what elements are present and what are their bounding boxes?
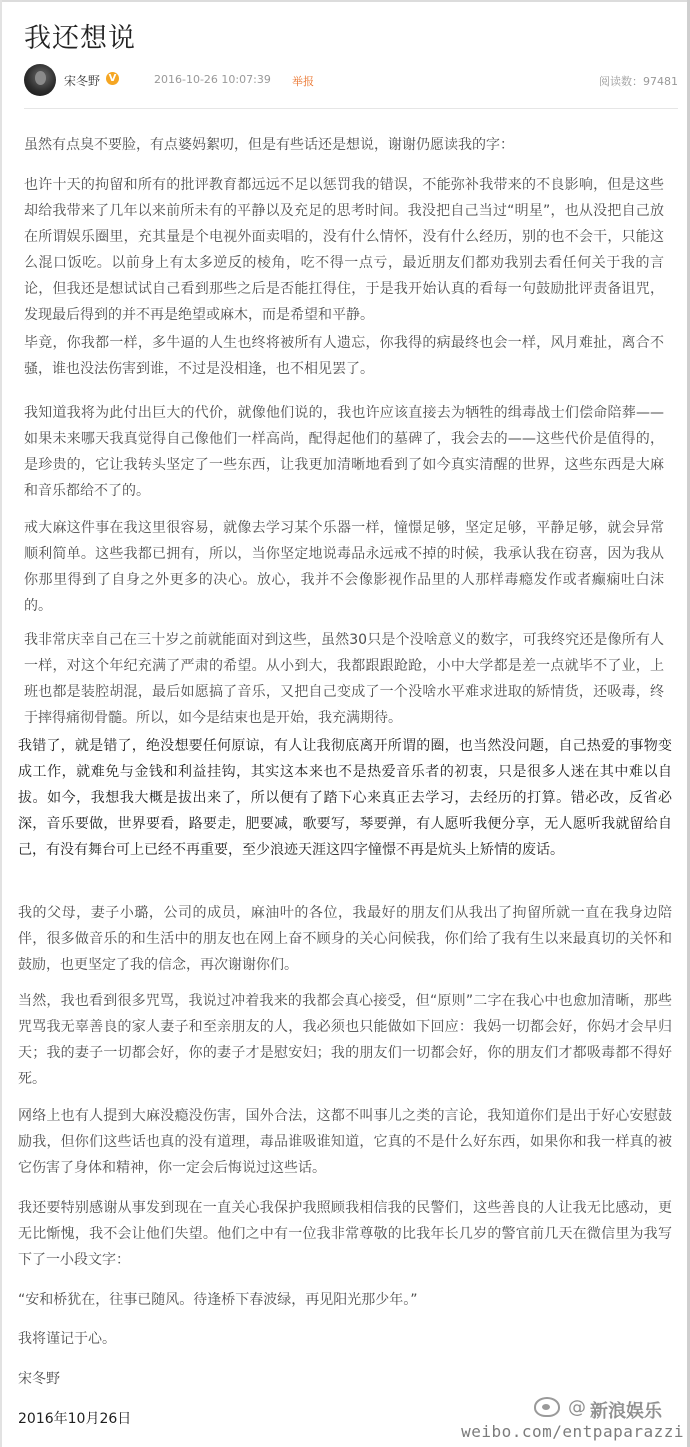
frame-top-border xyxy=(0,0,690,2)
verified-icon: V xyxy=(106,72,119,85)
paragraph-quit: 戒大麻这件事在我这里很容易，就像去学习某个乐器一样，憧憬足够，坚定足够，平静足够，就会异常顺利简单。这些我都已拥有，所以，当你坚定地说毒品永远戒不掉的时候，我承认我在窃喜，因为我从你那里得到了自身之外更多的决心。放心，我并不会像影视作品里的人那样毒瘾发作或者癫痫吐白沫的。 xyxy=(24,520,664,614)
frame-left-border xyxy=(0,0,2,1447)
avatar-face xyxy=(35,71,46,85)
weibo-logo-icon xyxy=(534,1397,560,1417)
paragraph-price: 我知道我将为此付出巨大的代价，就像他们说的，我也许应该直接去为牺牲的缉毒战士们偿命陪葬——如果未来哪天我真觉得自己像他们一样高尚，配得起他们的墓碑了，我会去的——这些代价是值得的，是珍贵的，它让我转头坚定了一些东西，让我更加清晰地看到了如今真实清醒的世界，这些东西是大麻和音乐都给不了的。 xyxy=(24,405,664,499)
watermark-name: 新浪娱乐 xyxy=(590,1401,662,1422)
paragraph-curses: 当然，我也看到很多咒骂，我说过冲着我来的我都会真心接受，但“原则”二字在我心中也愈加清晰，那些咒骂我无辜善良的家人妻子和至亲朋友的人，我必须也只能做如下回应：我妈一切都会好，你妈才会早归天；我的妻子一切都会好，你的妻子才是慰安妇；我的朋友们一切都会好，你的朋友们才都吸毒都不得好死。 xyxy=(18,993,672,1087)
post-header xyxy=(24,62,678,100)
paragraph-detention: 也许十天的拘留和所有的批评教育都远远不足以惩罚我的错误，不能弥补我带来的不良影响，但是这些却给我带来了几年以来前所未有的平静以及充足的思考时间。我没把自己当过“明星”，也从没把自己放在所谓娱乐圈里，充其量是个电视外面卖唱的，没有什么情怀，没有什么经历，别的也不会干，只能这么混口饭吃。以前身上有太多逆反的棱角，吃不得一点亏，最近朋友们都劝我别去看任何关于我的言论，但我还是想试试自己看到那些之后是否能扛得住，于是我开始认真的看每一句鼓励批评责备诅咒，发现最后得到的并不再是绝望或麻木，而是希望和平静。 xyxy=(24,177,664,323)
weibo-watermark xyxy=(534,1397,684,1422)
watermark-at: @ xyxy=(568,1397,586,1418)
watermark-url: weibo.com/entpaparazzi xyxy=(461,1422,684,1441)
paragraph-forgotten: 毕竟，你我都一样，多牛逼的人生也终将被所有人遗忘，你我得的病最终也会一样，风月难扯，离合不骚，谁也没法伤害到谁，不过是没相逢，也不相见罢了。 xyxy=(24,335,664,377)
paragraph-cannabis: 网络上也有人提到大麻没瘾没伤害，国外合法，这都不叫事儿之类的言论，我知道你们是出于好心安慰鼓励我，但你们这些话也真的没有道理，毒品谁吸谁知道，它真的不是什么好东西，如果你和我一样真的被它伤害了身体和精神，你一定会后悔说过这些话。 xyxy=(18,1108,672,1176)
paragraph-thanks-family: 我的父母，妻子小璐，公司的成员，麻油叶的各位，我最好的朋友们从我出了拘留所就一直在我身边陪伴，很多做音乐的和生活中的朋友也在网上奋不顾身的关心问候我，你们给了我有生以来最真切的关怀和鼓励，也更坚定了我的信念，再次谢谢你们。 xyxy=(18,905,672,973)
read-count: 阅读数：97481 xyxy=(599,75,678,88)
signature-date: 2016年10月26日 xyxy=(18,1411,132,1427)
post-datetime: 2016-10-26 10:07:39 xyxy=(154,73,271,86)
paragraph-intro: 虽然有点臭不要脸，有点婆妈絮叨，但是有些话还是想说，谢谢仍愿读我的字： xyxy=(24,137,514,153)
post-title: 我还想说 xyxy=(24,23,136,54)
paragraph-quote: “安和桥犹在，往事已随风。待逢桥下春波绿，再见阳光那少年。” xyxy=(18,1292,418,1308)
header-divider xyxy=(24,108,678,109)
paragraph-remember: 我将谨记于心。 xyxy=(18,1331,116,1347)
signature-name: 宋冬野 xyxy=(18,1371,60,1387)
author-name[interactable]: 宋冬野 xyxy=(64,74,101,88)
paragraph-police: 我还要特别感谢从事发到现在一直关心我保护我照顾我相信我的民警们，这些善良的人让我无比感动，更无比惭愧，我不会让他们失望。他们之中有一位我非常尊敬的比我年长几岁的警官前几天在微信里为我写下了一小段文字： xyxy=(18,1200,672,1268)
paragraph-thirty: 我非常庆幸自己在三十岁之前就能面对到这些，虽然30只是个没啥意义的数字，可我终究还是像所有人一样，对这个年纪充满了严肃的希望。从小到大，我都跟跟跄跄，小中大学都是差一点就毕不了业，上班也都是装腔胡混，最后如愿搞了音乐，又把自己变成了一个没啥水平难求进取的矫情货，还吸毒，终于摔得痛彻骨髓。所以，如今是结束也是开始，我充满期待。 xyxy=(24,632,664,726)
paragraph-mistake: 我错了，就是错了，绝没想要任何原谅，有人让我彻底离开所谓的圈，也当然没问题，自己热爱的事物变成工作，就难免与金钱和利益挂钩，其实这本来也不是热爱音乐者的初衷，只是很多人迷在其中难以自拔。如今，我想我大概是拔出来了，所以便有了踏下心来真正去学习，去经历的打算。错必改，反省必深，音乐要做，世界要看，路要走，肥要减，歌要写，琴要弹，有人愿听我便分享，无人愿听我就留给自己，有没有舞台可上已经不再重要，至少浪迹天涯这四字憧憬不再是炕头上矫情的废话。 xyxy=(18,738,672,858)
avatar[interactable] xyxy=(24,64,56,96)
report-link[interactable]: 举报 xyxy=(292,75,314,88)
